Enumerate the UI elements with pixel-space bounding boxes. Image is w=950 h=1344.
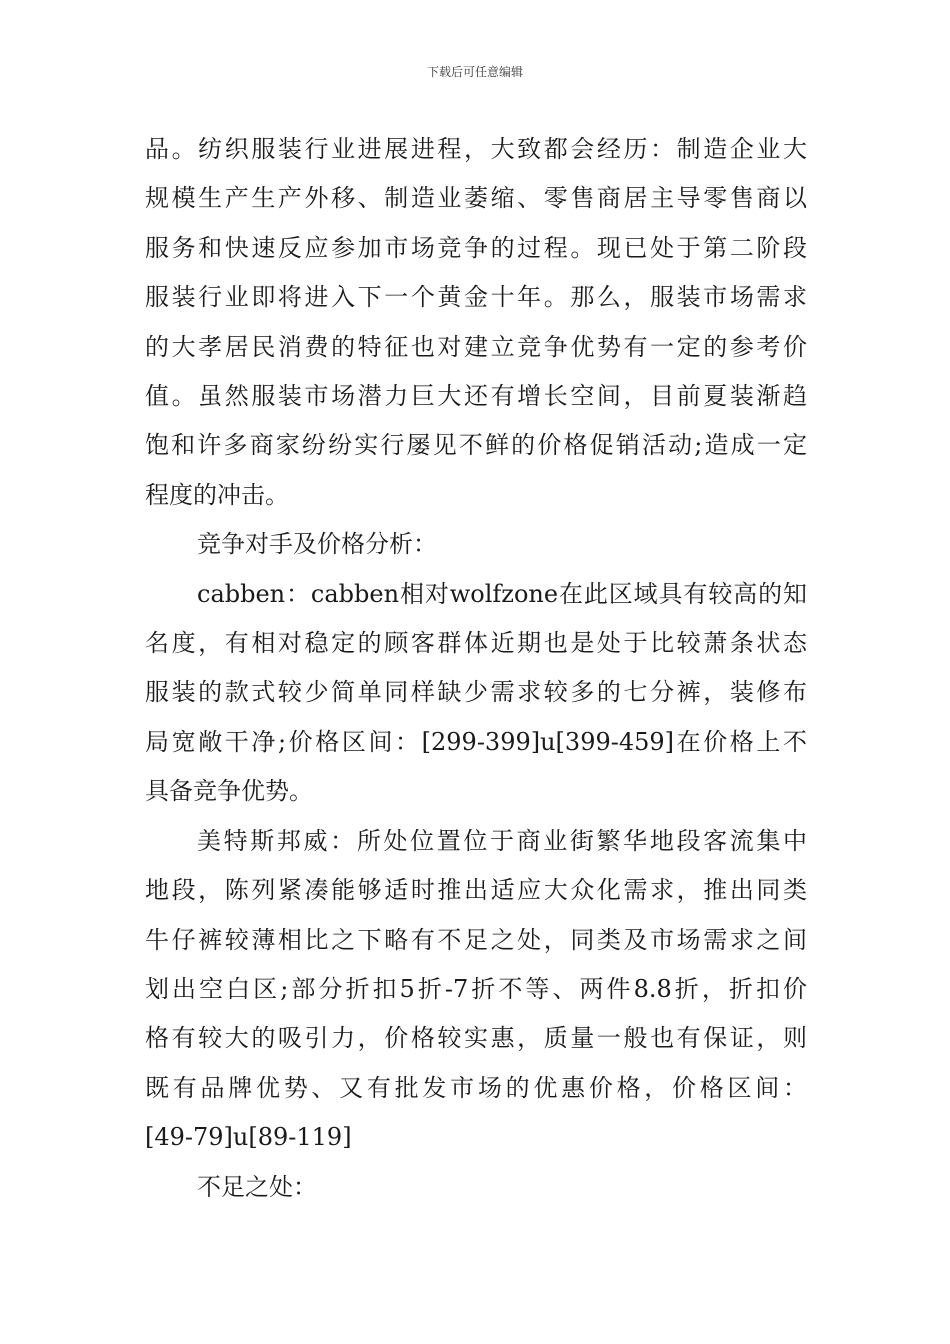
- text-line: 服装的款式较少简单同样缺少需求较多的七分裤，装修布: [145, 678, 807, 707]
- paragraph-metersbonwe: [145, 817, 807, 1163]
- text-line: 具备竞争优势。: [145, 777, 313, 806]
- text-line: 名度，有相对稳定的顾客群体近期也是处于比较萧条状态: [145, 629, 807, 658]
- text-line: 服务和快速反应参加市场竞争的过程。现已处于第二阶段: [145, 233, 807, 262]
- text-line: 服装行业即将进入下一个黄金十年。那么，服装市场需求: [145, 283, 807, 312]
- text-line: 不足之处：: [197, 1172, 317, 1201]
- text-line: 规模生产生产外移、制造业萎缩、零售商居主导零售商以: [145, 184, 807, 213]
- text-line: cabben：cabben相对wolfzone在此区域具有较高的知: [197, 579, 807, 608]
- text-line: 格有较大的吸引力，价格较实惠，质量一般也有保证，则: [145, 1024, 807, 1053]
- document-body: [145, 125, 807, 1212]
- text-line: 程度的冲击。: [145, 480, 289, 509]
- page-header: 下载后可任意编辑: [426, 65, 523, 79]
- text-line: 牛仔裤较薄相比之下略有不足之处，同类及市场需求之间: [145, 925, 807, 954]
- paragraph-industry-overview: [145, 125, 807, 520]
- text-line: 品。纺织服装行业进展进程，大致都会经历：制造企业大: [145, 135, 807, 163]
- text-line: [49-79]u[89-119]: [145, 1123, 352, 1152]
- text-line: 美特斯邦威：所处位置位于商业街繁华地段客流集中: [197, 826, 807, 855]
- section-heading-shortcomings: [145, 1163, 807, 1212]
- text-line: 局宽敞干净;价格区间：[299-399]u[399-459]在价格上不: [145, 727, 807, 756]
- text-line: 的大孝居民消费的特征也对建立竞争优势有一定的参考价: [145, 332, 807, 361]
- text-line: 划出空白区;部分折扣5折-7折不等、两件8.8折，折扣价: [145, 974, 807, 1003]
- text-line: 地段，陈列紧凑能够适时推出适应大众化需求，推出同类: [145, 876, 807, 905]
- paragraph-cabben: [145, 570, 807, 817]
- text-line: 饱和许多商家纷纷实行屡见不鲜的价格促销活动;造成一定: [145, 431, 807, 460]
- text-line: 竞争对手及价格分析：: [197, 530, 437, 559]
- section-heading-competitors: [145, 520, 807, 569]
- text-line: 既有品牌优势、又有批发市场的优惠价格，价格区间：: [145, 1073, 807, 1102]
- text-line: 值。虽然服装市场潜力巨大还有增长空间，目前夏装渐趋: [145, 382, 807, 411]
